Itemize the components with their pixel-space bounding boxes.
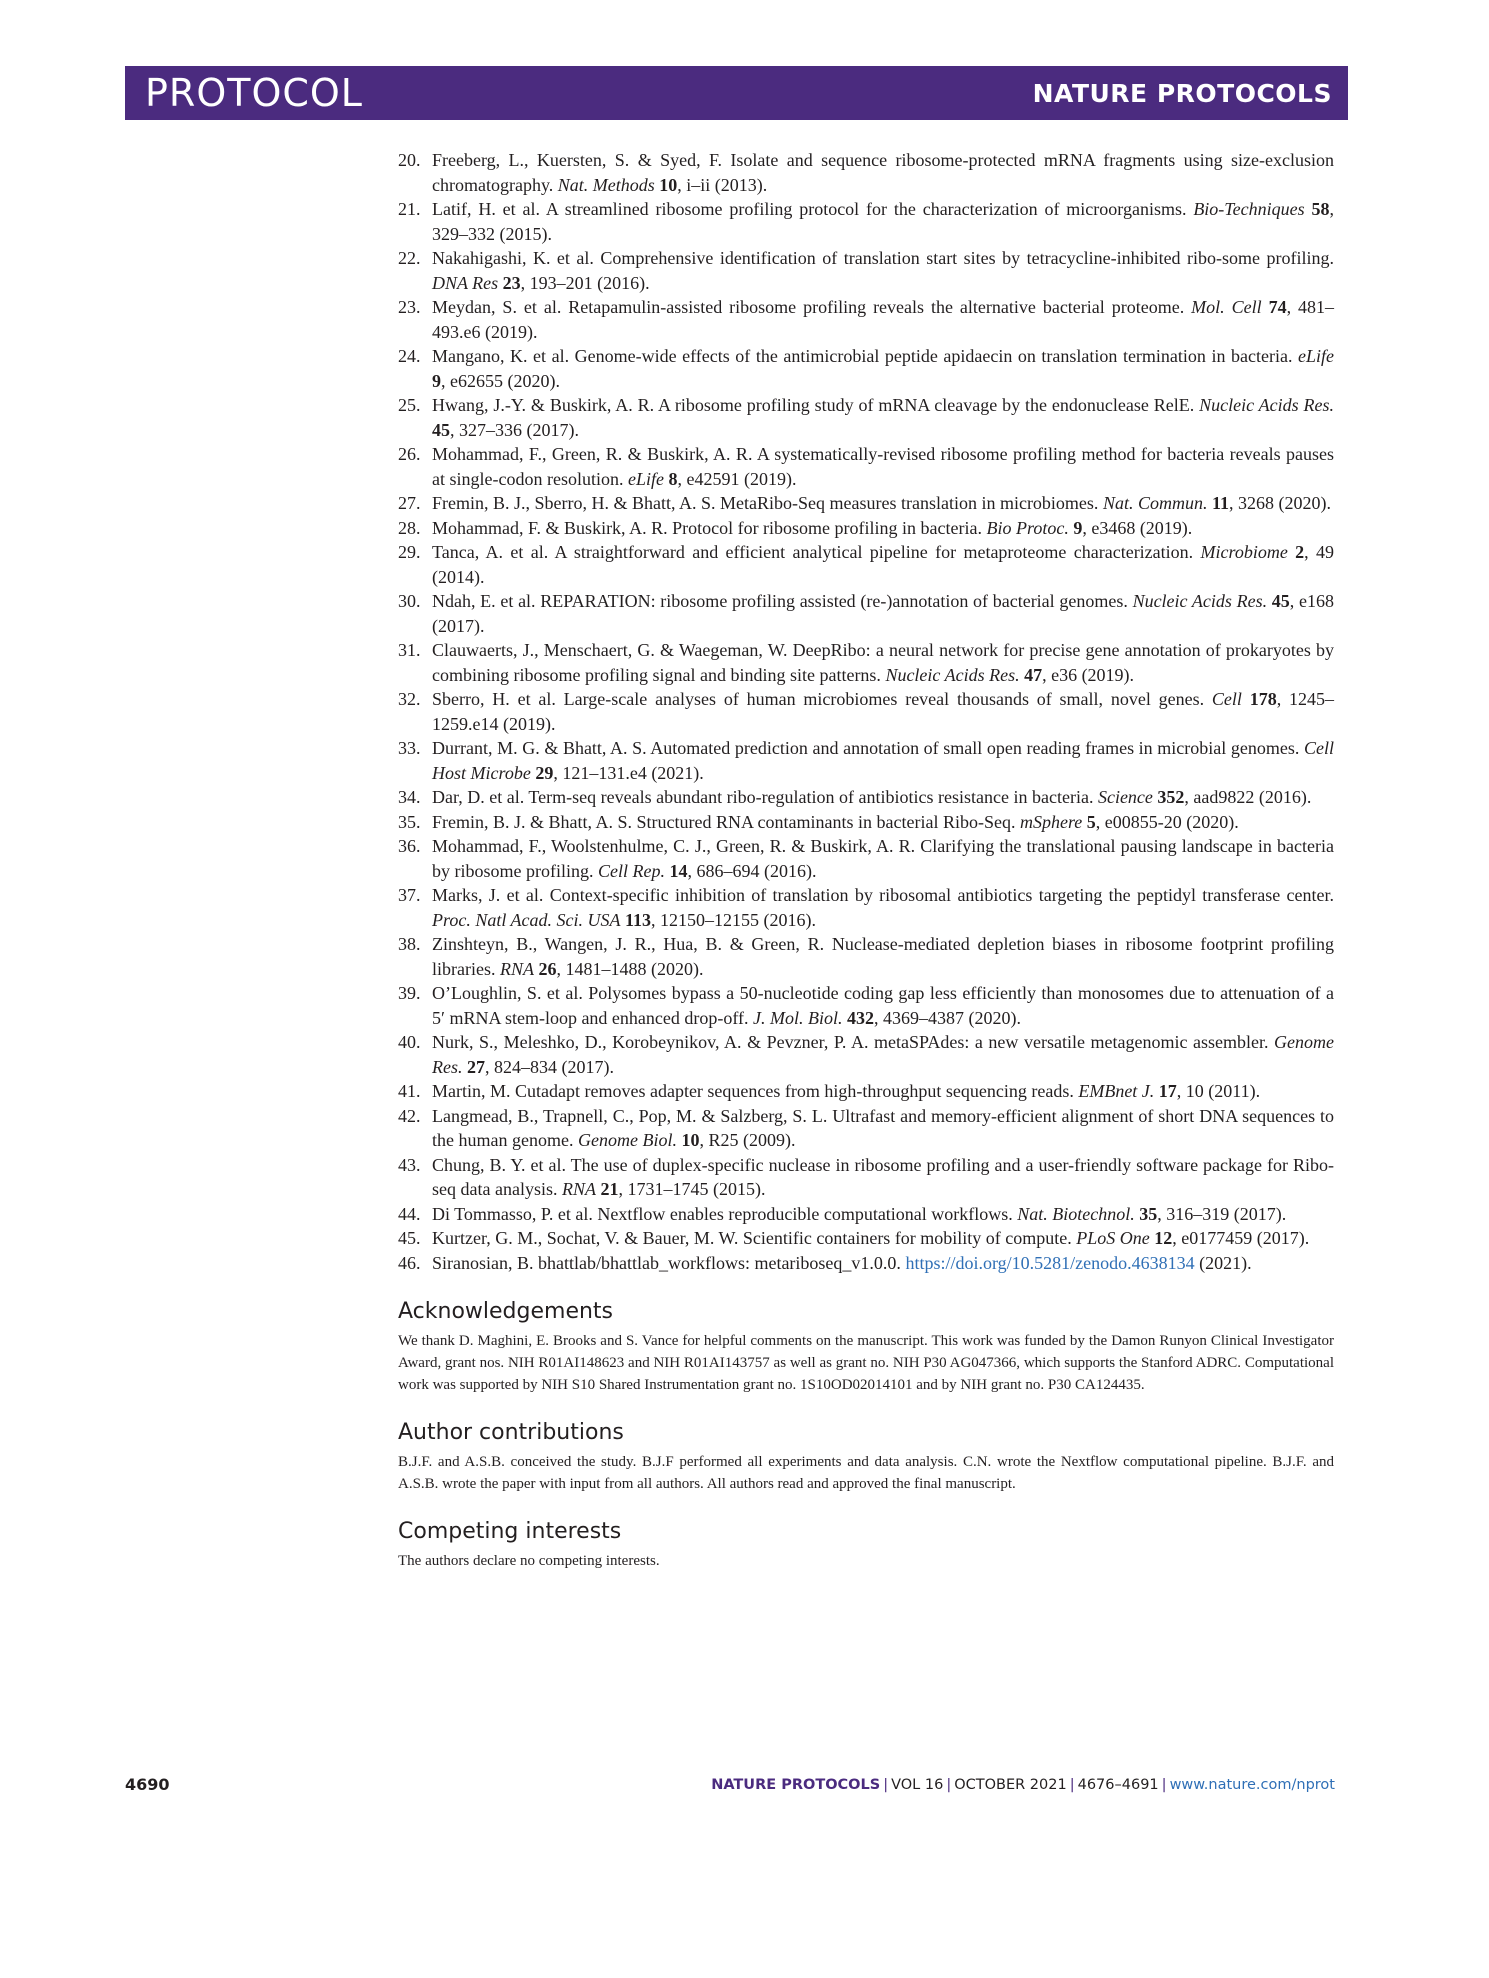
volume-number: 10 <box>681 1130 700 1150</box>
reference-number: 31. <box>398 640 421 660</box>
citation-text: , e42591 (2019). <box>677 468 797 489</box>
reference-number: 26. <box>398 444 421 464</box>
volume-number: 23 <box>502 272 521 293</box>
reference-item <box>398 1153 1334 1202</box>
journal-title: RNA <box>561 1179 596 1199</box>
footer-citation: NATURE PROTOCOLS | VOL 16 | OCTOBER 2021 | 4676–4691 | www.nature.com/nprot <box>711 1776 1335 1793</box>
citation-text: , aad9822 (2016). <box>1184 787 1312 807</box>
journal-title: Genome Biol. <box>577 1130 677 1150</box>
reference-item <box>398 981 1334 1030</box>
volume-number: 12 <box>1154 1228 1173 1248</box>
citation-text <box>1305 199 1312 219</box>
reference-text <box>432 442 1334 491</box>
reference-item <box>398 246 1334 295</box>
journal-title: PLoS One <box>1076 1228 1150 1248</box>
citation-text: Di Tommasso, P. et al. Nextflow enables reproducible computational workflows. <box>432 1203 1018 1224</box>
footer-journal: NATURE PROTOCOLS <box>711 1776 881 1793</box>
reference-text <box>432 1226 1334 1251</box>
reference-item <box>398 883 1334 932</box>
citation-text: Tanca, A. et al. A straightforward and efficient analytical pipeline for metaproteome characterization. <box>432 542 1201 562</box>
reference-number: 41. <box>398 1081 421 1101</box>
citation-text: , e3468 (2019). <box>1082 517 1193 538</box>
volume-number: 8 <box>668 468 678 489</box>
reference-text <box>432 810 1334 835</box>
volume-number: 113 <box>624 909 651 930</box>
reference-item <box>398 393 1334 442</box>
citation-text: Durrant, M. G. & Bhatt, A. S. Automated prediction and annotation of small open reading frames in microbial genomes. <box>432 738 1304 758</box>
reference-number: 20. <box>398 150 421 170</box>
reference-text <box>432 589 1334 638</box>
citation-text: Kurtzer, G. M., Sochat, V. & Bauer, M. W. Scientific containers for mobility of compute. <box>432 1228 1077 1248</box>
citation-text: , 10 (2011). <box>1176 1081 1261 1101</box>
citation-text: O’Loughlin, S. et al. Polysomes bypass a 50-nucleotide coding gap less efficiently than monosomes due to attenuation of a 5′ mRNA stem-loop and enhanced drop-off. <box>432 983 1334 1028</box>
acknowledgements-section <box>398 1299 1334 1396</box>
reference-item <box>398 1226 1334 1251</box>
reference-text <box>432 1030 1334 1079</box>
reference-number: 37. <box>398 885 421 905</box>
page-number: 4690 <box>125 1775 170 1794</box>
citation-text <box>1262 297 1269 317</box>
journal-title: Nucleic Acids Res. <box>1132 591 1268 611</box>
reference-item <box>398 687 1334 736</box>
citation-text: , 686–694 (2016). <box>687 860 817 881</box>
citation-text: Mangano, K. et al. Genome-wide effects of the antimicrobial peptide apidaecin on translation termination in bacteria. <box>432 346 1298 366</box>
citation-text: Mohammad, F., Green, R. & Buskirk, A. R. A systematically-revised ribosome profiling method for bacteria reveals pauses at single-codon resolution. <box>432 444 1334 489</box>
reference-item <box>398 638 1334 687</box>
reference-item <box>398 1251 1334 1276</box>
volume-number: 74 <box>1268 297 1287 317</box>
journal-title: Bio Protoc. <box>986 517 1069 538</box>
reference-text <box>432 932 1334 981</box>
reference-number: 43. <box>398 1154 421 1175</box>
reference-item <box>398 540 1334 589</box>
volume-number: 29 <box>535 762 554 783</box>
journal-title: Bio-Techniques <box>1193 199 1305 219</box>
competing-interests-section <box>398 1519 1334 1572</box>
reference-number: 42. <box>398 1105 421 1126</box>
citation-text: , 316–319 (2017). <box>1157 1203 1287 1224</box>
reference-item <box>398 1104 1334 1153</box>
citation-text: , 824–834 (2017). <box>485 1056 614 1077</box>
volume-number: 432 <box>847 1007 875 1028</box>
journal-title: Cell Host Microbe <box>432 738 1334 783</box>
citation-text: Fremin, B. J., Sberro, H. & Bhatt, A. S. MetaRibo-Seq measures translation in microbiomes. <box>432 493 1103 513</box>
journal-title: Mol. Cell <box>1191 297 1262 317</box>
citation-text: , 329–332 (2015). <box>432 199 1334 244</box>
citation-text: Nakahigashi, K. et al. Comprehensive identification of translation start sites by tetracycline-inhibited ribo-some profiling. <box>432 248 1334 268</box>
citation-text: , 4369–4387 (2020). <box>874 1007 1022 1028</box>
reference-text <box>432 687 1334 736</box>
reference-text <box>432 785 1334 810</box>
journal-name: NATURE PROTOCOLS <box>1032 78 1332 108</box>
volume-number: 14 <box>669 860 688 881</box>
reference-number: 25. <box>398 395 421 415</box>
volume-number: 352 <box>1157 787 1185 807</box>
journal-title: Cell <box>1211 689 1242 709</box>
reference-text <box>432 1104 1334 1153</box>
volume-number: 10 <box>659 174 678 195</box>
citation-text: Martin, M. Cutadapt removes adapter sequences from high-throughput sequencing reads. <box>432 1081 1079 1101</box>
reference-text <box>432 1251 1334 1276</box>
citation-text: , 12150–12155 (2016). <box>651 909 816 930</box>
journal-title: DNA Res <box>432 272 499 293</box>
volume-number: 178 <box>1249 689 1277 709</box>
main-content <box>398 148 1334 1572</box>
journal-title: mSphere <box>1019 811 1083 832</box>
citation-text: , 121–131.e4 (2021). <box>553 762 704 783</box>
reference-text <box>432 981 1334 1030</box>
reference-item <box>398 197 1334 246</box>
journal-title: RNA <box>499 958 534 979</box>
citation-text: Zinshteyn, B., Wangen, J. R., Hua, B. & Green, R. Nuclease-mediated depletion biases in ribosome footprint profiling libraries. <box>432 934 1334 979</box>
citation-text: , e36 (2019). <box>1042 664 1135 685</box>
journal-title: J. Mol. Biol. <box>753 1007 843 1028</box>
reference-text <box>432 1079 1334 1104</box>
reference-number: 35. <box>398 811 421 832</box>
citation-text: Meydan, S. et al. Retapamulin-assisted ribosome profiling reveals the alternative bacterial proteome. <box>432 297 1192 317</box>
footer-volume: VOL 16 <box>891 1776 944 1793</box>
reference-item <box>398 736 1334 785</box>
reference-text <box>432 883 1334 932</box>
citation-text: Siranosian, B. bhattlab/bhattlab_workflows: metariboseq_v1.0.0. <box>432 1252 906 1273</box>
doi-link[interactable]: https://doi.org/10.5281/zenodo.4638134 <box>905 1252 1195 1273</box>
citation-text: Fremin, B. J. & Bhatt, A. S. Structured RNA contaminants in bacterial Ribo-Seq. <box>432 811 1020 832</box>
reference-item <box>398 516 1334 541</box>
reference-item <box>398 1030 1334 1079</box>
citation-text: , 481–493.e6 (2019). <box>432 297 1335 342</box>
header-banner <box>125 66 1348 120</box>
volume-number: 45 <box>432 419 450 440</box>
journal-title: EMBnet J. <box>1078 1081 1155 1101</box>
citation-text: Sberro, H. et al. Large-scale analyses of human microbiomes reveal thousands of small, novel genes. <box>432 689 1212 709</box>
citation-text: Mohammad, F. & Buskirk, A. R. Protocol for ribosome profiling in bacteria. <box>432 517 987 538</box>
reference-item <box>398 810 1334 835</box>
reference-number: 27. <box>398 493 421 513</box>
journal-title: Nucleic Acids Res. <box>885 664 1020 685</box>
reference-text <box>432 638 1334 687</box>
volume-number: 2 <box>1295 542 1305 562</box>
volume-number: 27 <box>467 1056 485 1077</box>
citation-text: Dar, D. et al. Term-seq reveals abundant ribo-regulation of antibiotics resistance in bacteria. <box>432 787 1098 807</box>
reference-item <box>398 491 1334 516</box>
citation-text: (2021). <box>1194 1252 1252 1273</box>
journal-title: Science <box>1097 787 1153 807</box>
reference-number: 30. <box>398 591 421 611</box>
journal-title: Nat. Commun. <box>1102 493 1208 513</box>
citation-text: , e00855-20 (2020). <box>1095 811 1239 832</box>
citation-text: Hwang, J.-Y. & Buskirk, A. R. A ribosome profiling study of mRNA cleavage by the endonuclease RelE. <box>432 395 1200 415</box>
reference-number: 44. <box>398 1203 421 1224</box>
volume-number: 35 <box>1139 1203 1158 1224</box>
volume-number: 58 <box>1311 199 1330 219</box>
citation-text: , i–ii (2013). <box>677 174 768 195</box>
citation-text: Clauwaerts, J., Menschaert, G. & Waegeman, W. DeepRibo: a neural network for precise gene annotation of prokaryotes by combining ribosome profiling signal and binding site patterns. <box>432 640 1334 685</box>
journal-title: Cell Rep. <box>597 860 665 881</box>
author-contributions-section <box>398 1420 1334 1495</box>
volume-number: 26 <box>538 958 557 979</box>
reference-text <box>432 1202 1334 1227</box>
journal-title: Nat. Methods <box>557 174 655 195</box>
competing-interests-text: The authors declare no competing interests. <box>398 1553 660 1569</box>
citation-text: Chung, B. Y. et al. The use of duplex-specific nuclease in ribosome profiling and a user-friendly software package for Ribo-seq data analysis. <box>432 1154 1334 1199</box>
reference-item <box>398 1202 1334 1227</box>
acknowledgements-heading: Acknowledgements <box>398 1299 614 1324</box>
reference-item <box>398 442 1334 491</box>
citation-text <box>1242 689 1250 709</box>
citation-text: Marks, J. et al. Context-specific inhibition of translation by ribosomal antibiotics targeting the peptidyl transferase center. <box>432 885 1334 905</box>
volume-number: 5 <box>1086 811 1096 832</box>
competing-interests-heading: Competing interests <box>398 1519 622 1544</box>
citation-text: , R25 (2009). <box>699 1130 796 1150</box>
volume-number: 45 <box>1271 591 1290 611</box>
section-label: PROTOCOL <box>145 71 363 115</box>
reference-text <box>432 197 1334 246</box>
volume-number: 9 <box>1073 517 1083 538</box>
journal-title: Nucleic Acids Res. <box>1199 395 1334 415</box>
journal-title: Microbiome <box>1200 542 1288 562</box>
reference-number: 39. <box>398 983 421 1003</box>
reference-text <box>432 295 1334 344</box>
reference-item <box>398 295 1334 344</box>
reference-number: 32. <box>398 689 421 709</box>
citation-text: Latif, H. et al. A streamlined ribosome profiling protocol for the characterization of microorganisms. <box>432 199 1194 219</box>
citation-text: , e62655 (2020). <box>441 370 560 391</box>
reference-text <box>432 516 1334 541</box>
citation-text: , 3268 (2020). <box>1228 493 1331 513</box>
acknowledgements-text: We thank D. Maghini, E. Brooks and S. Vance for helpful comments on the manuscript. This work was funded by the Damon Runyon Clinical Investigator Award, grant nos. NIH R01AI148623 and NIH R01AI143757 as well as grant no. NIH P30 AG047366, which supports the Stanford ADRC. Computational work was supported by NIH S10 Shared Instrumentation grant no. 1S10OD02014101 and by NIH grant no. P30 CA124435. <box>398 1333 1334 1393</box>
citation-text: , 49 (2014). <box>432 542 1335 587</box>
volume-number: 21 <box>600 1179 619 1199</box>
page-footer <box>125 1775 1335 1794</box>
volume-number: 11 <box>1211 493 1229 513</box>
footer-date: OCTOBER 2021 <box>954 1776 1067 1793</box>
citation-text: , 1731–1745 (2015). <box>618 1179 766 1199</box>
reference-item <box>398 589 1334 638</box>
citation-text: Langmead, B., Trapnell, C., Pop, M. & Salzberg, S. L. Ultrafast and memory-efficient alignment of short DNA sequences to the human genome. <box>432 1105 1334 1150</box>
reference-number: 33. <box>398 738 421 758</box>
reference-number: 46. <box>398 1252 421 1273</box>
citation-text: , 327–336 (2017). <box>450 419 579 440</box>
footer-url[interactable]: www.nature.com/nprot <box>1169 1776 1335 1793</box>
reference-text <box>432 148 1334 197</box>
reference-list <box>398 148 1334 1275</box>
reference-text <box>432 1153 1334 1202</box>
citation-text: , 193–201 (2016). <box>520 272 650 293</box>
citation-text: Nurk, S., Meleshko, D., Korobeynikov, A. & Pevzner, P. A. metaSPAdes: a new versatile metagenomic assembler. <box>432 1032 1275 1052</box>
citation-text: , 1481–1488 (2020). <box>556 958 704 979</box>
author-contributions-heading: Author contributions <box>398 1420 624 1445</box>
reference-text <box>432 246 1334 295</box>
reference-number: 45. <box>398 1228 421 1248</box>
citation-text: , 1245–1259.e14 (2019). <box>432 689 1334 734</box>
volume-number: 9 <box>432 370 441 391</box>
reference-number: 24. <box>398 346 421 366</box>
reference-number: 36. <box>398 836 421 856</box>
volume-number: 47 <box>1024 664 1043 685</box>
reference-number: 22. <box>398 248 421 268</box>
reference-number: 28. <box>398 517 421 538</box>
reference-number: 23. <box>398 297 421 317</box>
reference-number: 29. <box>398 542 421 562</box>
citation-text: Freeberg, L., Kuersten, S. & Syed, F. Isolate and sequence ribosome-protected mRNA fragments using size-exclusion chromatography. <box>432 150 1334 195</box>
reference-item <box>398 785 1334 810</box>
reference-item <box>398 834 1334 883</box>
reference-item <box>398 148 1334 197</box>
journal-title: eLife <box>627 468 664 489</box>
journal-title: Nat. Biotechnol. <box>1017 1203 1135 1224</box>
journal-title: eLife <box>1298 346 1334 366</box>
reference-number: 38. <box>398 934 421 954</box>
reference-number: 40. <box>398 1032 421 1052</box>
reference-text <box>432 393 1334 442</box>
citation-text: Ndah, E. et al. REPARATION: ribosome profiling assisted (re-)annotation of bacterial genomes. <box>432 591 1133 611</box>
reference-item <box>398 932 1334 981</box>
citation-text: , e168 (2017). <box>432 591 1334 636</box>
volume-number: 17 <box>1158 1081 1177 1101</box>
reference-number: 34. <box>398 787 421 807</box>
reference-text <box>432 491 1334 516</box>
author-contributions-text: B.J.F. and A.S.B. conceived the study. B.J.F performed all experiments and data analysis. C.N. wrote the Nextflow computational pipeline. B.J.F. and A.S.B. wrote the paper with input from all authors. All authors read and approved the final manuscript. <box>398 1454 1334 1492</box>
reference-text <box>432 344 1334 393</box>
footer-pages: 4676–4691 <box>1077 1776 1159 1793</box>
reference-number: 21. <box>398 199 421 219</box>
reference-item <box>398 344 1334 393</box>
journal-title: Proc. Natl Acad. Sci. USA <box>432 909 621 930</box>
reference-text <box>432 834 1334 883</box>
reference-text <box>432 540 1334 589</box>
citation-text: Mohammad, F., Woolstenhulme, C. J., Green, R. & Buskirk, A. R. Clarifying the translational pausing landscape in bacteria by ribosome profiling. <box>432 836 1334 881</box>
reference-item <box>398 1079 1334 1104</box>
citation-text: , e0177459 (2017). <box>1172 1228 1310 1248</box>
reference-text <box>432 736 1334 785</box>
journal-title: Genome Res. <box>432 1032 1334 1077</box>
